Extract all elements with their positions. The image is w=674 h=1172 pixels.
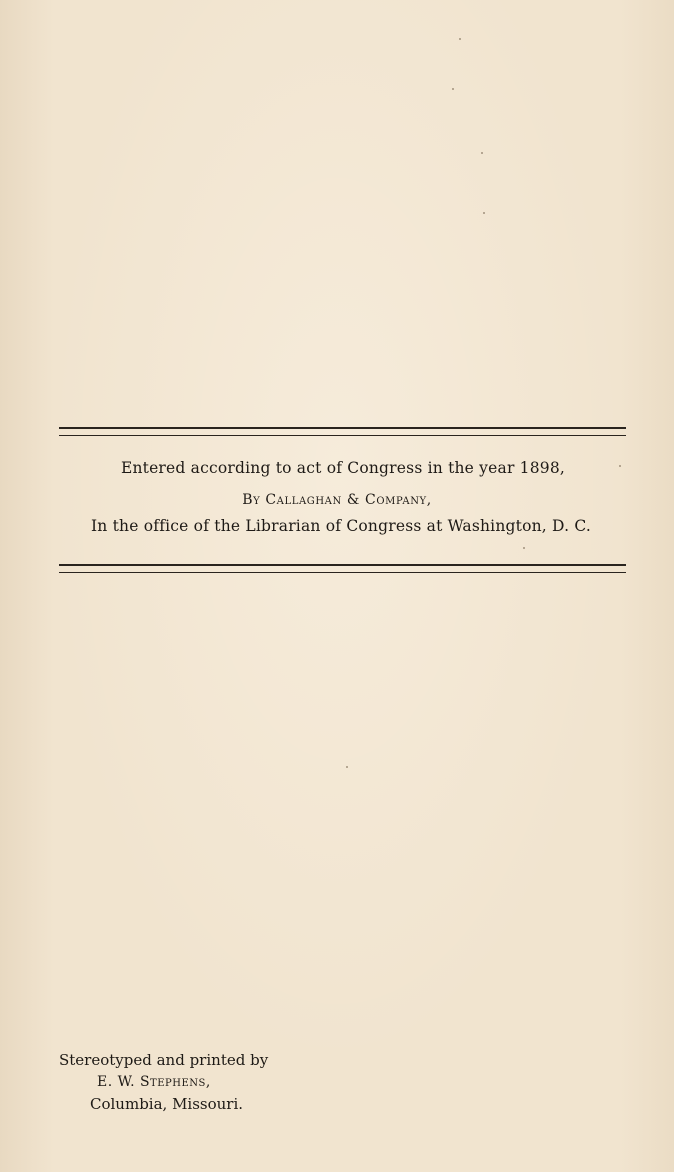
imprint-line-3: Columbia, Missouri. [90, 1095, 244, 1113]
copyright-publisher-line: By Callaghan & Company, [242, 492, 432, 508]
imprint-printer-name: Stephens, [139, 1074, 211, 1090]
paper-speck [459, 38, 461, 40]
top-double-rule-thin [59, 435, 626, 436]
imprint-printer-initials: E. W. [97, 1074, 136, 1090]
paper-speck [523, 547, 525, 549]
copyright-entry-line: Entered according to act of Congress in the year 1898, [120, 459, 566, 477]
paper-speck [483, 212, 485, 214]
top-double-rule-thick [59, 427, 626, 429]
imprint-line-2 [59, 1071, 299, 1093]
imprint-line-1: Stereotyped and printed by [59, 1051, 269, 1069]
paper-speck [481, 152, 483, 154]
copyright-office-line: In the office of the Librarian of Congress at Washington, D. C. [90, 517, 592, 535]
paper-speck [346, 766, 348, 768]
bottom-double-rule-thin [59, 572, 626, 573]
paper-speck [452, 88, 454, 90]
bottom-double-rule-thick [59, 564, 626, 566]
printer-imprint [59, 1049, 299, 1115]
